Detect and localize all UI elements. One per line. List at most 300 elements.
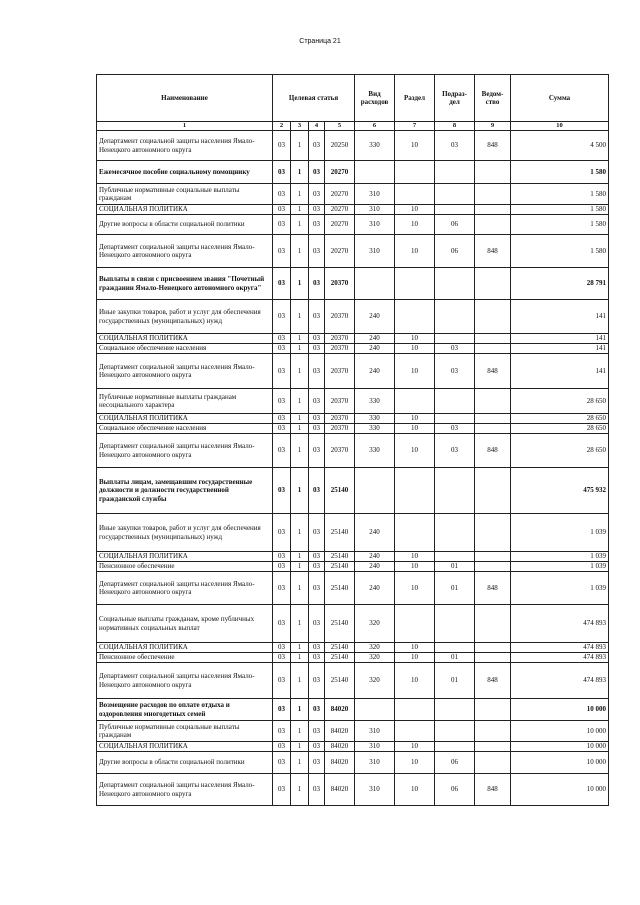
subsection-code [435, 514, 475, 552]
expense-type-code: 240 [355, 334, 395, 344]
section-code [395, 468, 435, 514]
column-number: 3 [291, 122, 309, 131]
target-code-program: 03 [273, 161, 291, 184]
header-target-article: Целевая статья [273, 75, 355, 122]
department-code [475, 721, 511, 742]
target-code-direction: 20270 [325, 161, 355, 184]
target-code-subprogram: 1 [291, 268, 309, 300]
target-code-direction: 20370 [325, 344, 355, 354]
subsection-code: 01 [435, 653, 475, 663]
table-row [97, 424, 609, 434]
row-name: Департамент социальной защиты населения Ямало-Ненецкого автономного округа [97, 663, 273, 699]
target-code-main-event: 03 [309, 300, 325, 334]
column-number: 6 [355, 122, 395, 131]
target-code-subprogram: 1 [291, 742, 309, 752]
target-code-direction: 20370 [325, 414, 355, 424]
target-code-direction: 84020 [325, 699, 355, 721]
department-code [475, 653, 511, 663]
target-code-main-event: 03 [309, 653, 325, 663]
target-code-program: 03 [273, 572, 291, 605]
section-code: 10 [395, 235, 435, 268]
sum-value: 10 000 [511, 742, 609, 752]
target-code-subprogram: 1 [291, 424, 309, 434]
target-code-direction: 84020 [325, 752, 355, 774]
table-row [97, 552, 609, 562]
row-name: Публичные нормативные социальные выплаты гражданам [97, 721, 273, 742]
row-name: Возмещение расходов по оплате отдыха и оздоровления многодетных семей [97, 699, 273, 721]
row-name: Департамент социальной защиты населения Ямало-Ненецкого автономного округа [97, 572, 273, 605]
subsection-code [435, 699, 475, 721]
target-code-subprogram: 1 [291, 334, 309, 344]
expense-type-code [355, 468, 395, 514]
target-code-direction: 20370 [325, 354, 355, 389]
expense-type-code: 320 [355, 663, 395, 699]
header-name: Наименование [97, 75, 273, 122]
expense-type-code [355, 161, 395, 184]
target-code-program: 03 [273, 131, 291, 161]
target-code-program: 03 [273, 300, 291, 334]
target-code-direction: 84020 [325, 721, 355, 742]
table-row [97, 184, 609, 205]
target-code-main-event: 03 [309, 414, 325, 424]
target-code-subprogram: 1 [291, 414, 309, 424]
department-code [475, 300, 511, 334]
row-name: Социальное обеспечение населения [97, 424, 273, 434]
target-code-direction: 20270 [325, 205, 355, 215]
target-code-direction: 20370 [325, 389, 355, 414]
department-code [475, 268, 511, 300]
target-code-program: 03 [273, 752, 291, 774]
target-code-main-event: 03 [309, 605, 325, 643]
sum-value: 28 650 [511, 424, 609, 434]
target-code-main-event: 03 [309, 514, 325, 552]
target-code-main-event: 03 [309, 424, 325, 434]
subsection-code [435, 334, 475, 344]
target-code-program: 03 [273, 552, 291, 562]
table-row [97, 354, 609, 389]
department-code [475, 414, 511, 424]
row-name: Другие вопросы в области социальной политики [97, 215, 273, 235]
sum-value: 1 580 [511, 161, 609, 184]
table-row [97, 215, 609, 235]
expense-type-code: 330 [355, 389, 395, 414]
target-code-program: 03 [273, 235, 291, 268]
target-code-program: 03 [273, 414, 291, 424]
table-row [97, 572, 609, 605]
subsection-code [435, 184, 475, 205]
subsection-code: 01 [435, 663, 475, 699]
target-code-direction: 20370 [325, 268, 355, 300]
target-code-program: 03 [273, 605, 291, 643]
department-code: 848 [475, 354, 511, 389]
section-code [395, 699, 435, 721]
target-code-program: 03 [273, 268, 291, 300]
expense-type-code: 310 [355, 184, 395, 205]
expense-type-code: 330 [355, 131, 395, 161]
department-code: 848 [475, 663, 511, 699]
section-code: 10 [395, 742, 435, 752]
target-code-subprogram: 1 [291, 215, 309, 235]
expense-type-code: 310 [355, 235, 395, 268]
target-code-main-event: 03 [309, 742, 325, 752]
target-code-program: 03 [273, 468, 291, 514]
section-code: 10 [395, 344, 435, 354]
section-code: 10 [395, 434, 435, 468]
header-row [97, 75, 609, 122]
target-code-subprogram: 1 [291, 572, 309, 605]
column-number: 7 [395, 122, 435, 131]
target-code-subprogram: 1 [291, 643, 309, 653]
sum-value: 141 [511, 300, 609, 334]
target-code-main-event: 03 [309, 334, 325, 344]
department-code [475, 552, 511, 562]
expense-type-code: 240 [355, 354, 395, 389]
subsection-code: 03 [435, 354, 475, 389]
department-code [475, 605, 511, 643]
row-name: СОЦИАЛЬНАЯ ПОЛИТИКА [97, 552, 273, 562]
sum-value: 474 893 [511, 605, 609, 643]
subsection-code: 03 [435, 344, 475, 354]
target-code-direction: 20270 [325, 184, 355, 205]
target-code-subprogram: 1 [291, 131, 309, 161]
target-code-main-event: 03 [309, 752, 325, 774]
table-row [97, 344, 609, 354]
row-name: СОЦИАЛЬНАЯ ПОЛИТИКА [97, 334, 273, 344]
section-code: 10 [395, 562, 435, 572]
sum-value: 1 580 [511, 184, 609, 205]
sum-value: 28 791 [511, 268, 609, 300]
row-name: СОЦИАЛЬНАЯ ПОЛИТИКА [97, 205, 273, 215]
target-code-subprogram: 1 [291, 434, 309, 468]
target-code-program: 03 [273, 354, 291, 389]
expense-type-code: 240 [355, 344, 395, 354]
target-code-subprogram: 1 [291, 653, 309, 663]
table-row [97, 235, 609, 268]
target-code-program: 03 [273, 434, 291, 468]
subsection-code [435, 414, 475, 424]
section-code [395, 389, 435, 414]
expense-type-code: 310 [355, 752, 395, 774]
expense-type-code: 310 [355, 742, 395, 752]
department-code [475, 643, 511, 653]
subsection-code [435, 268, 475, 300]
target-code-direction: 20250 [325, 131, 355, 161]
department-code [475, 752, 511, 774]
section-code: 10 [395, 131, 435, 161]
department-code [475, 344, 511, 354]
subsection-code [435, 742, 475, 752]
target-code-main-event: 03 [309, 235, 325, 268]
target-code-subprogram: 1 [291, 774, 309, 806]
department-code: 848 [475, 572, 511, 605]
sum-value: 474 893 [511, 653, 609, 663]
target-code-main-event: 03 [309, 354, 325, 389]
target-code-subprogram: 1 [291, 562, 309, 572]
department-code [475, 742, 511, 752]
expense-type-code: 240 [355, 572, 395, 605]
subsection-code [435, 389, 475, 414]
subsection-code [435, 721, 475, 742]
column-number: 4 [309, 122, 325, 131]
table-row [97, 334, 609, 344]
table-row [97, 742, 609, 752]
department-code [475, 215, 511, 235]
expense-type-code: 330 [355, 434, 395, 468]
row-name: Социальные выплаты гражданам, кроме публичных нормативных социальных выплат [97, 605, 273, 643]
target-code-main-event: 03 [309, 389, 325, 414]
table-row [97, 468, 609, 514]
column-number: 1 [97, 122, 273, 131]
target-code-main-event: 03 [309, 552, 325, 562]
sum-value: 28 650 [511, 414, 609, 424]
table-row [97, 774, 609, 806]
target-code-main-event: 03 [309, 205, 325, 215]
target-code-main-event: 03 [309, 184, 325, 205]
target-code-subprogram: 1 [291, 184, 309, 205]
subsection-code [435, 161, 475, 184]
target-code-program: 03 [273, 205, 291, 215]
target-code-main-event: 03 [309, 721, 325, 742]
subsection-code: 03 [435, 424, 475, 434]
target-code-direction: 25140 [325, 552, 355, 562]
header-department: Ведом-ство [475, 75, 511, 122]
row-name: СОЦИАЛЬНАЯ ПОЛИТИКА [97, 414, 273, 424]
target-code-main-event: 03 [309, 572, 325, 605]
sum-value: 10 000 [511, 774, 609, 806]
sum-value: 4 500 [511, 131, 609, 161]
target-code-main-event: 03 [309, 643, 325, 653]
table-row [97, 605, 609, 643]
table-row [97, 562, 609, 572]
table-row [97, 268, 609, 300]
target-code-program: 03 [273, 184, 291, 205]
column-number: 2 [273, 122, 291, 131]
row-name: Выплаты лицам, замещавшим государственные должности и должности государственной гражданской службы [97, 468, 273, 514]
section-code: 10 [395, 354, 435, 389]
table-row [97, 514, 609, 552]
row-name: Пенсионное обеспечение [97, 653, 273, 663]
expense-type-code: 240 [355, 300, 395, 334]
target-code-direction: 20370 [325, 434, 355, 468]
row-name: Публичные нормативные социальные выплаты гражданам [97, 184, 273, 205]
target-code-subprogram: 1 [291, 552, 309, 562]
target-code-direction: 20370 [325, 300, 355, 334]
table-row [97, 653, 609, 663]
table-row [97, 131, 609, 161]
row-name: Ежемесячное пособие социальному помощнику [97, 161, 273, 184]
row-name: Выплаты в связи с присвоением звания "Почетный гражданин Ямало-Ненецкого автономного округа" [97, 268, 273, 300]
subsection-code: 06 [435, 774, 475, 806]
subsection-code [435, 643, 475, 653]
expense-type-code: 310 [355, 205, 395, 215]
target-code-subprogram: 1 [291, 161, 309, 184]
target-code-direction: 25140 [325, 605, 355, 643]
target-code-program: 03 [273, 424, 291, 434]
header-sum: Сумма [511, 75, 609, 122]
table-row [97, 205, 609, 215]
subsection-code [435, 552, 475, 562]
expense-type-code: 310 [355, 721, 395, 742]
table-row [97, 161, 609, 184]
sum-value: 1 580 [511, 215, 609, 235]
target-code-subprogram: 1 [291, 468, 309, 514]
target-code-direction: 25140 [325, 572, 355, 605]
column-number-row [97, 122, 609, 131]
sum-value: 10 000 [511, 721, 609, 742]
section-code: 10 [395, 414, 435, 424]
section-code: 10 [395, 215, 435, 235]
section-code [395, 161, 435, 184]
sum-value: 141 [511, 344, 609, 354]
subsection-code: 03 [435, 131, 475, 161]
section-code [395, 721, 435, 742]
target-code-subprogram: 1 [291, 354, 309, 389]
sum-value: 10 000 [511, 752, 609, 774]
target-code-direction: 25140 [325, 653, 355, 663]
row-name: Департамент социальной защиты населения Ямало-Ненецкого автономного округа [97, 354, 273, 389]
target-code-main-event: 03 [309, 161, 325, 184]
header-subsection: Подраз-дел [435, 75, 475, 122]
sum-value: 141 [511, 354, 609, 389]
expense-type-code: 240 [355, 514, 395, 552]
section-code: 10 [395, 424, 435, 434]
row-name: Департамент социальной защиты населения Ямало-Ненецкого автономного округа [97, 235, 273, 268]
target-code-subprogram: 1 [291, 663, 309, 699]
sum-value: 28 650 [511, 389, 609, 414]
section-code: 10 [395, 643, 435, 653]
section-code: 10 [395, 663, 435, 699]
row-name: Социальное обеспечение населения [97, 344, 273, 354]
expense-type-code: 240 [355, 562, 395, 572]
subsection-code: 01 [435, 572, 475, 605]
expense-type-code: 310 [355, 215, 395, 235]
subsection-code [435, 300, 475, 334]
department-code [475, 699, 511, 721]
section-code: 10 [395, 205, 435, 215]
target-code-program: 03 [273, 514, 291, 552]
target-code-main-event: 03 [309, 774, 325, 806]
sum-value: 1 580 [511, 235, 609, 268]
target-code-direction: 20370 [325, 424, 355, 434]
target-code-main-event: 03 [309, 344, 325, 354]
sum-value: 1 580 [511, 205, 609, 215]
section-code [395, 268, 435, 300]
section-code: 10 [395, 552, 435, 562]
subsection-code [435, 605, 475, 643]
department-code: 848 [475, 131, 511, 161]
table-row [97, 300, 609, 334]
sum-value: 1 039 [511, 514, 609, 552]
subsection-code: 06 [435, 215, 475, 235]
row-name: Департамент социальной защиты населения Ямало-Ненецкого автономного округа [97, 774, 273, 806]
target-code-program: 03 [273, 721, 291, 742]
sum-value: 475 932 [511, 468, 609, 514]
target-code-program: 03 [273, 389, 291, 414]
target-code-program: 03 [273, 774, 291, 806]
row-name: Департамент социальной защиты населения Ямало-Ненецкого автономного округа [97, 434, 273, 468]
department-code: 848 [475, 774, 511, 806]
header-expense-type: Вид расходов [355, 75, 395, 122]
department-code [475, 205, 511, 215]
column-number: 9 [475, 122, 511, 131]
target-code-main-event: 03 [309, 131, 325, 161]
target-code-direction: 25140 [325, 643, 355, 653]
section-code [395, 184, 435, 205]
sum-value: 474 893 [511, 663, 609, 699]
expense-type-code [355, 699, 395, 721]
subsection-code [435, 468, 475, 514]
section-code: 10 [395, 334, 435, 344]
expense-type-code: 320 [355, 653, 395, 663]
target-code-program: 03 [273, 344, 291, 354]
target-code-program: 03 [273, 562, 291, 572]
target-code-main-event: 03 [309, 268, 325, 300]
target-code-main-event: 03 [309, 699, 325, 721]
department-code [475, 389, 511, 414]
row-name: Публичные нормативные выплаты гражданам несоциального характера [97, 389, 273, 414]
sum-value: 10 000 [511, 699, 609, 721]
target-code-main-event: 03 [309, 663, 325, 699]
expense-type-code: 320 [355, 643, 395, 653]
department-code [475, 334, 511, 344]
target-code-subprogram: 1 [291, 514, 309, 552]
subsection-code: 06 [435, 752, 475, 774]
header-section: Раздел [395, 75, 435, 122]
target-code-main-event: 03 [309, 468, 325, 514]
target-code-subprogram: 1 [291, 389, 309, 414]
sum-value: 474 893 [511, 643, 609, 653]
expense-type-code: 240 [355, 552, 395, 562]
row-name: Пенсионное обеспечение [97, 562, 273, 572]
target-code-subprogram: 1 [291, 300, 309, 334]
table-row [97, 414, 609, 424]
column-number: 5 [325, 122, 355, 131]
target-code-program: 03 [273, 699, 291, 721]
expense-type-code: 310 [355, 774, 395, 806]
sum-value: 141 [511, 334, 609, 344]
department-code: 848 [475, 434, 511, 468]
table-row [97, 752, 609, 774]
target-code-subprogram: 1 [291, 605, 309, 643]
target-code-subprogram: 1 [291, 721, 309, 742]
target-code-program: 03 [273, 215, 291, 235]
row-name: Иные закупки товаров, работ и услуг для обеспечения государственных (муниципальных) нужд [97, 514, 273, 552]
department-code [475, 468, 511, 514]
target-code-main-event: 03 [309, 562, 325, 572]
section-code: 10 [395, 572, 435, 605]
budget-table [96, 74, 609, 806]
expense-type-code: 330 [355, 414, 395, 424]
target-code-direction: 20270 [325, 235, 355, 268]
target-code-direction: 84020 [325, 742, 355, 752]
target-code-direction: 25140 [325, 562, 355, 572]
page-header: Страница 21 [299, 38, 341, 45]
sum-value: 28 650 [511, 434, 609, 468]
subsection-code: 06 [435, 235, 475, 268]
target-code-direction: 84020 [325, 774, 355, 806]
table-row [97, 434, 609, 468]
department-code [475, 424, 511, 434]
target-code-subprogram: 1 [291, 699, 309, 721]
expense-type-code [355, 268, 395, 300]
target-code-program: 03 [273, 742, 291, 752]
expense-type-code: 320 [355, 605, 395, 643]
subsection-code [435, 205, 475, 215]
target-code-program: 03 [273, 663, 291, 699]
table-row [97, 643, 609, 653]
row-name: Другие вопросы в области социальной политики [97, 752, 273, 774]
table-row [97, 721, 609, 742]
